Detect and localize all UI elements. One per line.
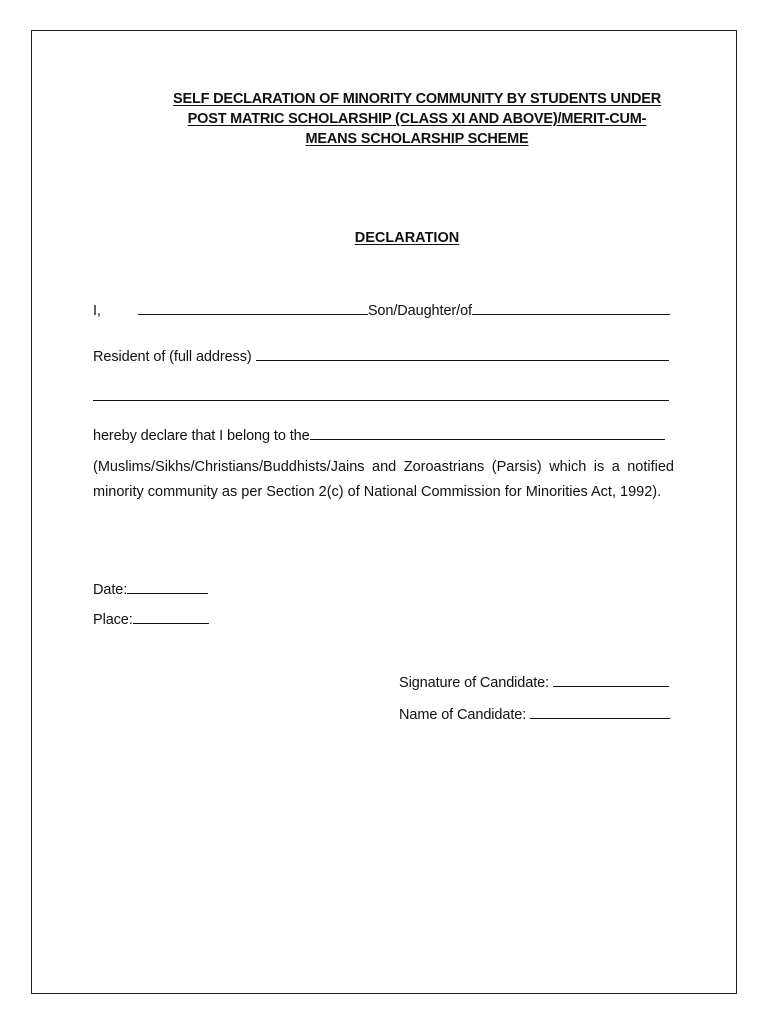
address-continuation-blank[interactable] — [93, 386, 669, 401]
name-line — [93, 300, 670, 319]
candidate-name-line — [399, 704, 670, 723]
signature-line — [399, 672, 669, 691]
declaration-paragraph: (Muslims/Sikhs/Christians/Buddhists/Jains and Zoroastrians (Parsis) which is a notified minority community as per Section 2(c) of National Commission for Minorities Act, 1992). — [93, 459, 674, 500]
title-line-2: POST MATRIC SCHOLARSHIP (CLASS XI AND ABOVE)/MERIT-CUM- — [187, 111, 647, 127]
place-blank[interactable] — [133, 609, 209, 624]
date-label: Date: — [93, 582, 128, 598]
title-line-1: SELF DECLARATION OF MINORITY COMMUNITY BY STUDENTS UNDER — [173, 91, 661, 107]
declare-line — [93, 425, 665, 444]
signature-label: Signature of Candidate: — [399, 675, 550, 691]
place-line — [93, 609, 209, 628]
address-line — [93, 346, 669, 365]
candidate-name-label: Name of Candidate: — [399, 707, 527, 723]
date-line — [93, 579, 208, 598]
resident-label: Resident of (full address) — [93, 349, 252, 365]
relation-label: Son/Daughter/of — [367, 303, 472, 319]
place-label: Place: — [93, 612, 133, 628]
parent-name-blank[interactable] — [472, 300, 670, 315]
document-title — [140, 89, 694, 149]
page-border — [31, 30, 737, 994]
address-blank[interactable] — [256, 346, 669, 361]
name-prefix: I, — [93, 303, 101, 319]
community-blank[interactable] — [310, 425, 665, 440]
title-line-3: MEANS SCHOLARSHIP SCHEME — [305, 131, 529, 147]
name-blank[interactable] — [138, 300, 368, 315]
date-blank[interactable] — [127, 579, 208, 594]
address-continuation-line — [93, 386, 669, 405]
declaration-heading: DECLARATION — [354, 230, 460, 246]
declare-label: hereby declare that I belong to the — [93, 428, 310, 444]
candidate-name-blank[interactable] — [530, 704, 670, 719]
signature-blank[interactable] — [553, 672, 669, 687]
